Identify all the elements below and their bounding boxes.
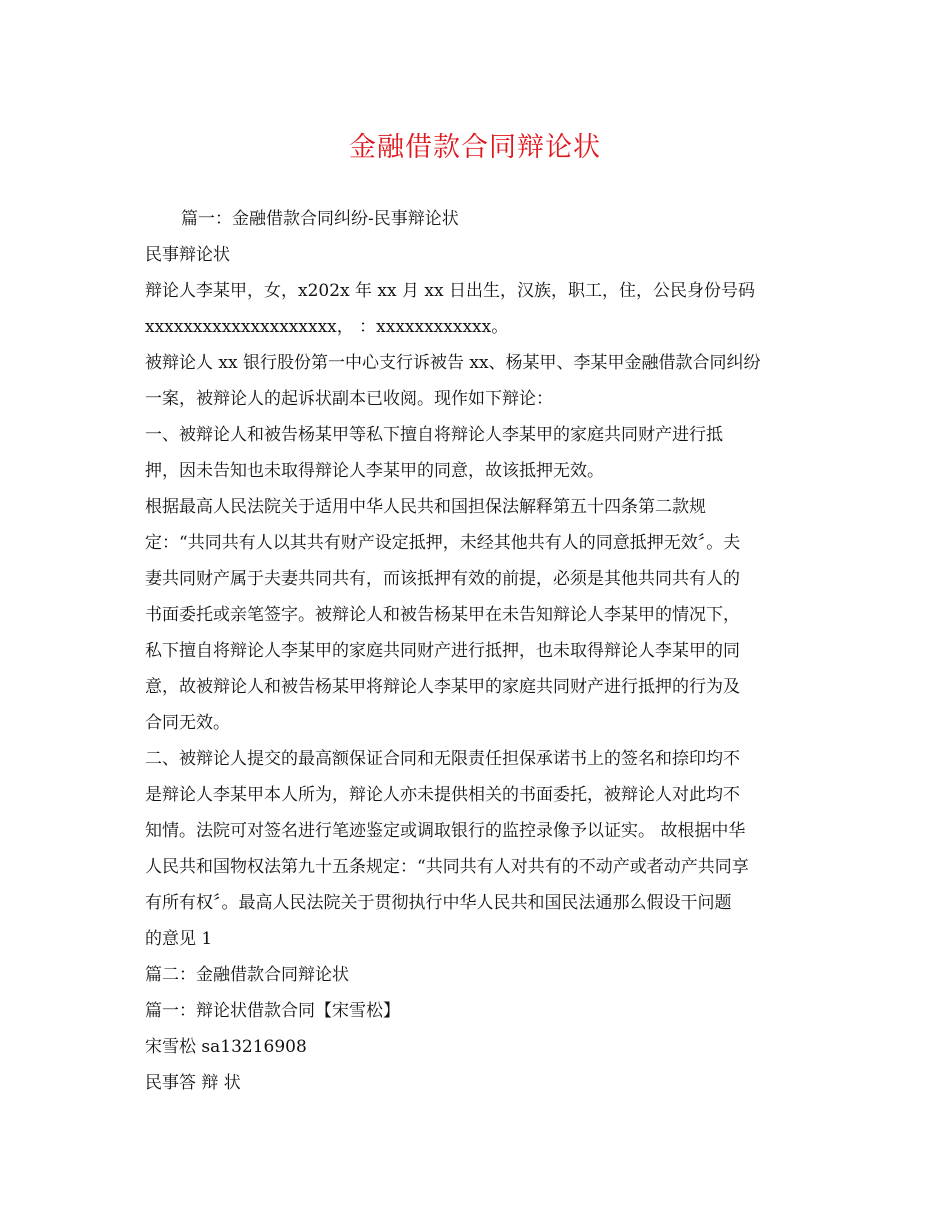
- text-line: 宋雪松 sa13216908: [145, 1037, 307, 1057]
- text-line: 是辩论人李某甲本人所为，辩论人亦未提供相关的书面委托，被辩论人对此均不: [145, 785, 740, 805]
- text-line: 合同无效。: [145, 713, 230, 733]
- text-line: 篇一：金融借款合同纠纷-民事辩论状: [181, 209, 459, 229]
- text-line: 一、被辩论人和被告杨某甲等私下擅自将辩论人李某甲的家庭共同财产进行抵: [145, 425, 723, 445]
- text-line: 私下擅自将辩论人李某甲的家庭共同财产进行抵押，也未取得辩论人李某甲的同: [145, 641, 740, 661]
- text-line: 人民共和国物权法第九十五条规定：“共同共有人对共有的不动产或者动产共同享: [145, 857, 749, 877]
- text-line: 根据最高人民法院关于适用中华人民共和国担保法解释第五十四条第二款规: [145, 497, 706, 517]
- text-line: 定：“共同共有人以其共有财产设定抵押，未经其他共有人的同意抵押无效〞。夫: [145, 533, 741, 553]
- text-line: 有所有权〞。最高人民法院关于贯彻执行中华人民共和国民法通那么假设干问题: [145, 893, 732, 913]
- text-line: 妻共同财产属于夫妻共同共有，而该抵押有效的前提，必须是其他共同共有人的: [145, 569, 740, 589]
- text-line: 押，因未告知也未取得辩论人李某甲的同意，故该抵押无效。: [145, 461, 604, 481]
- text-line: 辩论人李某甲，女，x202x 年 xx 月 xx 日出生，汉族，职工，住，公民身份号码: [145, 281, 755, 301]
- text-line: 一案，被辩论人的起诉状副本已收阅。现作如下辩论：: [145, 389, 553, 409]
- document-title: 金融借款合同辩论状: [349, 132, 601, 163]
- document-body: [145, 201, 810, 1101]
- text-line: 二、被辩论人提交的最高额保证合同和无限责任担保承诺书上的签名和捺印均不: [145, 749, 740, 769]
- text-line: 民事辩论状: [145, 245, 230, 265]
- text-line: 民事答 辩 状: [145, 1073, 241, 1093]
- text-line: xxxxxxxxxxxxxxxxxxxx， ：xxxxxxxxxxxx。: [145, 317, 509, 337]
- text-line: 书面委托或亲笔签字。被辩论人和被告杨某甲在未告知辩论人李某甲的情况下，: [145, 605, 740, 625]
- text-line: 的意见 1: [145, 929, 213, 949]
- text-line: 被辩论人 xx 银行股份第一中心支行诉被告 xx、杨某甲、李某甲金融借款合同纠纷: [145, 353, 761, 373]
- text-line: 篇二：金融借款合同辩论状: [145, 965, 349, 985]
- text-line: 知情。法院可对签名进行笔迹鉴定或调取银行的监控录像予以证实。 故根据中华: [145, 821, 746, 841]
- text-line: 意，故被辩论人和被告杨某甲将辩论人李某甲的家庭共同财产进行抵押的行为及: [145, 677, 740, 697]
- text-line: 篇一：辩论状借款合同【宋雪松】: [145, 1001, 400, 1021]
